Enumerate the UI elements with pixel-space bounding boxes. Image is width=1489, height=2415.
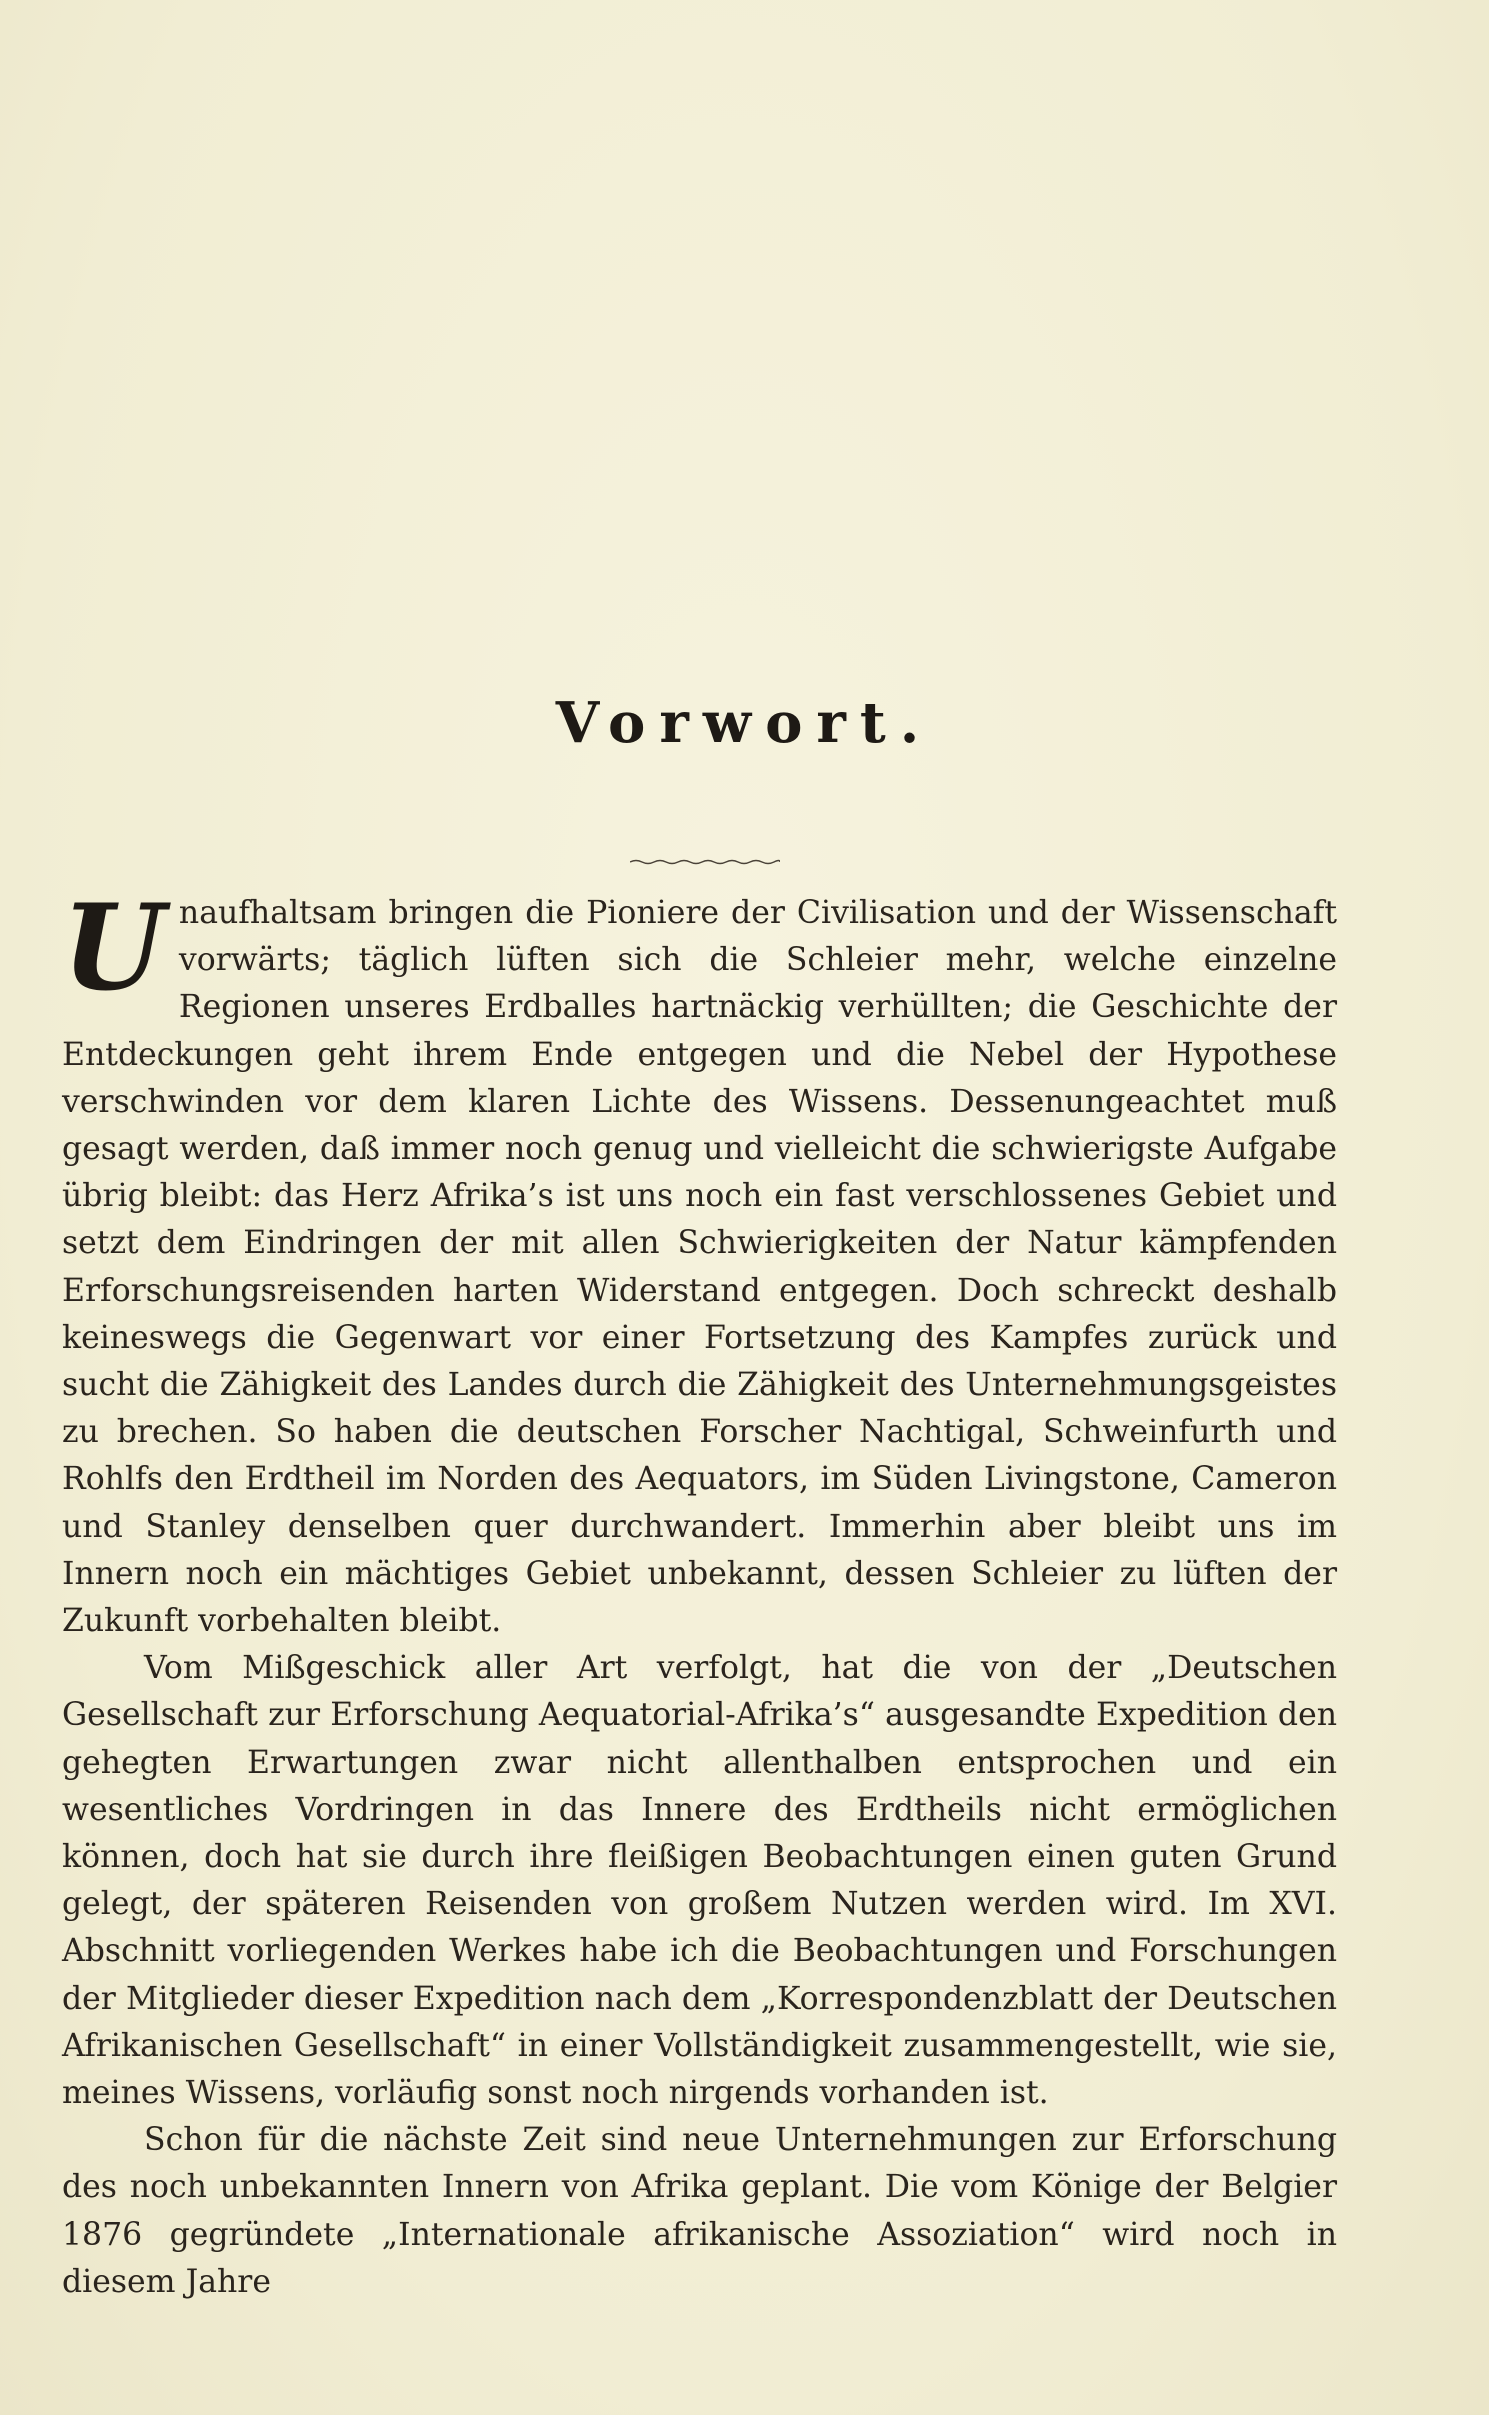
preface-text xyxy=(62,878,1337,2306)
paragraph-2: Vom Mißgeschick aller Art verfolgt, hat die von der „Deutschen Gesellschaft zur Erforschung Aequatorial-Afrika’s“ ausgesandte Expedition den gehegten Erwartungen zwar nicht allenthalben entsprochen und ein wesentliches Vordringen in das Innere des Erdtheils nicht ermöglichen können, doch hat sie durch ihre fleißigen Beobachtungen einen guten Grund gelegt, der späteren Reisenden von großem Nutzen werden wird. Im XVI. Abschnitt vorliegenden Werkes habe ich die Beobachtungen und Forschungen der Mitglieder dieser Expedition nach dem „Korrespondenzblatt der Deutschen Afrikanischen Gesellschaft“ in einer Vollständigkeit zusammengestellt, wie sie, meines Wissens, vorläufig sonst noch nirgends vorhanden ist. xyxy=(62,1650,1337,2112)
title-divider xyxy=(630,858,780,866)
paragraph-3: Schon für die nächste Zeit sind neue Unternehmungen zur Erforschung des noch unbekannten Innern von Afrika geplant. Die vom Könige der Belgier 1876 gegründete „Internationale afrikanische Assoziation“ wird noch in diesem Jahre xyxy=(62,2122,1337,2300)
drop-cap: U xyxy=(62,878,165,1017)
paragraph-1 xyxy=(62,878,1337,1645)
paragraph-1-text: naufhaltsam bringen die Pioniere der Civilisation und der Wissenschaft vorwärts; täglich lüften sich die Schleier mehr, welche einzelne Regionen unseres Erdballes hartnäckig verhüllten; die Geschichte der Entdeckungen geht ihrem Ende entgegen und die Nebel der Hypothese verschwinden vor dem klaren Lichte des Wissens. Dessenungeachtet muß gesagt werden, daß immer noch genug und vielleicht die schwierigste Aufgabe übrig bleibt: das Herz Afrika’s ist uns noch ein fast verschlossenes Gebiet und setzt dem Eindringen der mit allen Schwierigkeiten der Natur kämpfenden Erforschungsreisenden harten Widerstand entgegen. Doch schreckt deshalb keineswegs die Gegenwart vor einer Fortsetzung des Kampfes zurück und sucht die Zähigkeit des Landes durch die Zähigkeit des Unternehmungsgeistes zu brechen. So haben die deutschen Forscher Nachtigal, Schweinfurth und Rohlfs den Erdtheil im Norden des Aequators, im Süden Livingstone, Cameron und Stanley denselben quer durchwandert. Immerhin aber bleibt uns im Innern noch ein mächtiges Gebiet unbekannt, dessen Schleier zu lüften der Zukunft vorbehalten bleibt. xyxy=(62,895,1337,1640)
page-title: Vorwort. xyxy=(555,690,934,756)
